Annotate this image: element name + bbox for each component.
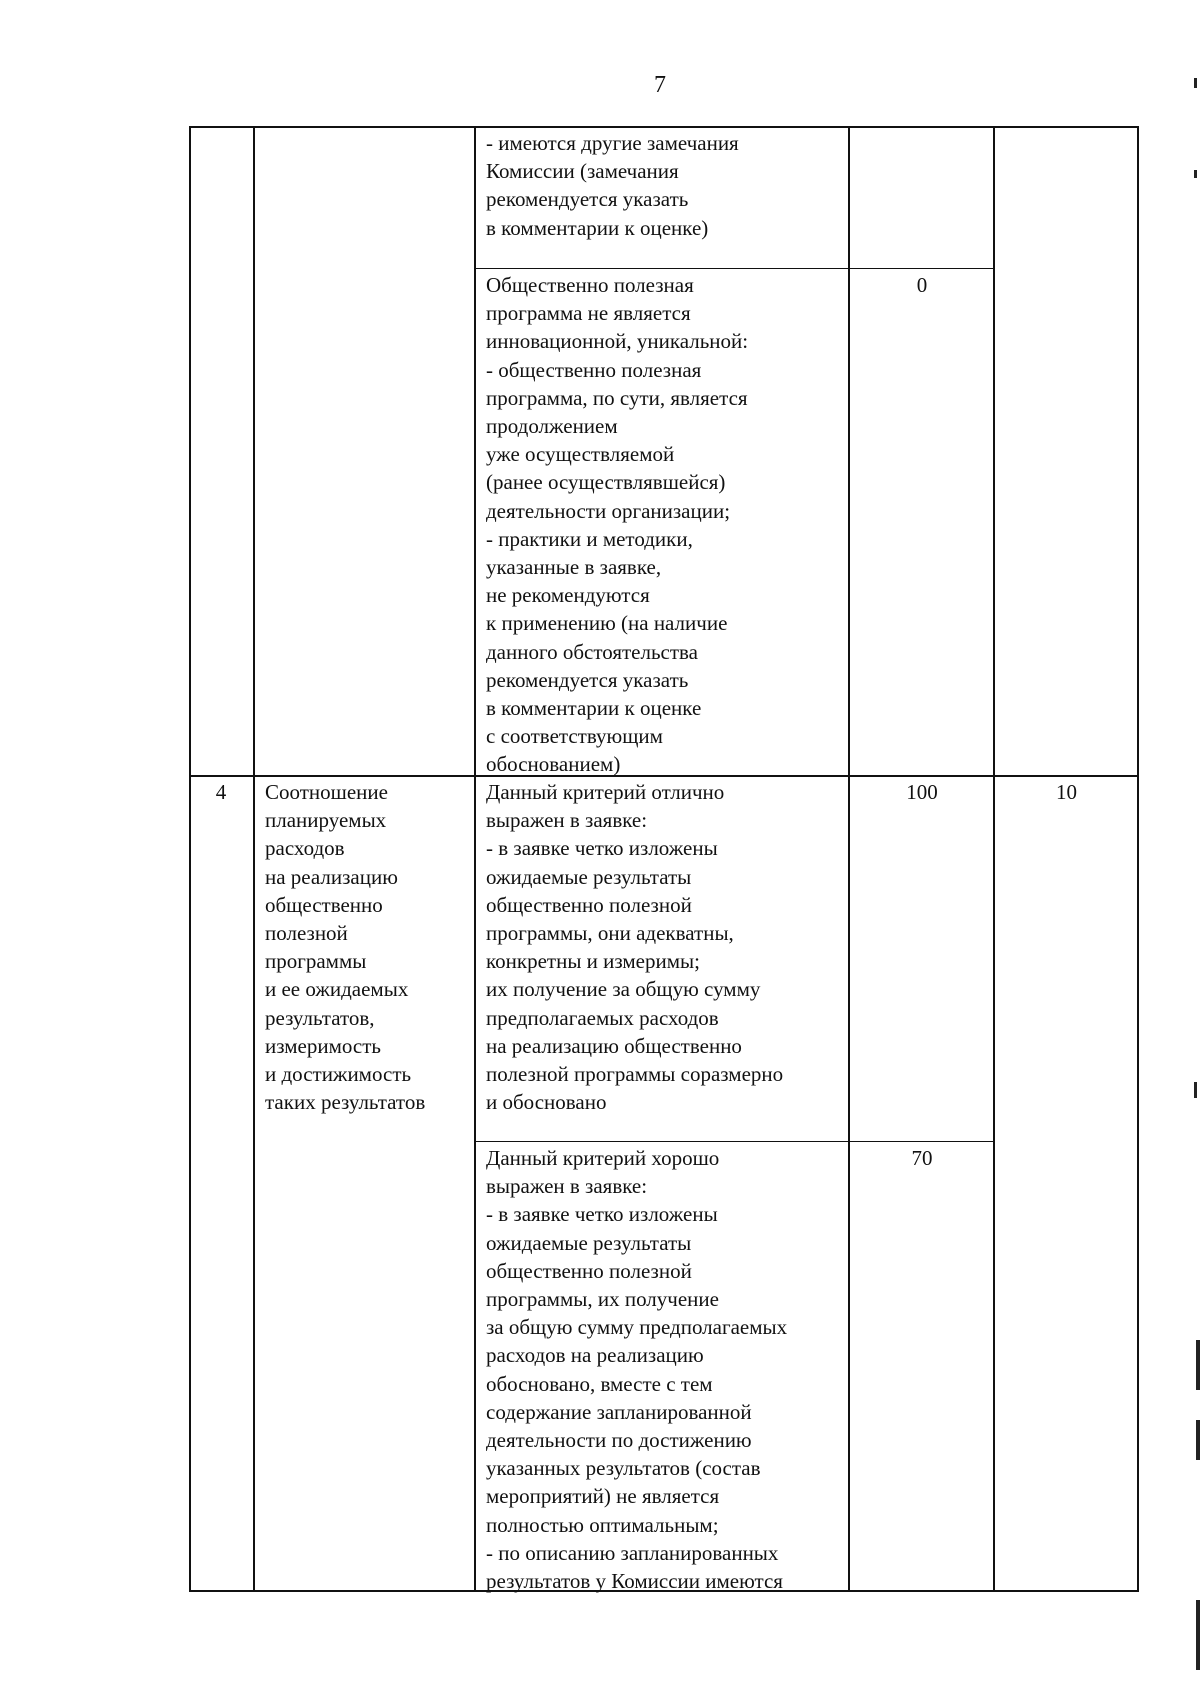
scan-edge-mark: [1196, 1600, 1200, 1670]
scan-edge-mark: [1196, 1420, 1200, 1460]
criterion-weight: 10: [1056, 780, 1077, 804]
table-border-left: [189, 126, 191, 1592]
criterion-number: 4: [215, 780, 227, 804]
row-divider-1: [474, 268, 995, 269]
table-border-right: [1137, 126, 1139, 1592]
criterion-level-1-score: 100: [906, 780, 938, 804]
table-border-top: [189, 126, 1139, 128]
continued-row-1-description: - имеются другие замечания Комиссии (замечания рекомендуется указать в комментарии к оценке): [486, 131, 739, 240]
continued-row-2-description: Общественно полезная программа не является инновационной, уникальной: - общественно полезная программа, по сути, является продолжением уже осуществляемой (ранее осуществлявшейся) деятельности организации; - практики и методики, указанные в заявке, не рекомендуются к применению (на наличие данного обстоятельства рекомендуется указать в комментарии к оценке с соответствующим обоснованием): [486, 273, 749, 777]
scan-edge-mark: [1194, 1082, 1197, 1098]
scan-edge-mark: [1194, 170, 1197, 178]
criterion-level-2-score: 70: [911, 1146, 933, 1170]
column-divider-4: [993, 126, 995, 1592]
continued-row-2-score: 0: [916, 273, 928, 297]
scan-edge-mark: [1196, 1340, 1200, 1390]
column-divider-3: [848, 126, 850, 1592]
scan-edge-mark: [1194, 78, 1197, 88]
page-number: 7: [654, 72, 666, 98]
row-divider-2: [474, 1141, 995, 1142]
column-divider-1: [253, 126, 255, 1592]
criterion-level-2-description: Данный критерий хорошо выражен в заявке: - в заявке четко изложены ожидаемые результаты общественно полезной программы, их получение за общую сумму предполагаемых расходов на реализацию обосновано, вместе с тем содержание запланированной деятельности по достижению указанных результатов (состав мероприятий) не является полностью оптимальным; - по описанию запланированных результатов у Комиссии имеются: [486, 1146, 788, 1594]
criterion-name: Соотношение планируемых расходов на реализацию общественно полезной программы и ее ожидаемых результатов, измеримость и достижимость таких результатов: [265, 780, 426, 1115]
criterion-level-1-description: Данный критерий отлично выражен в заявке: - в заявке четко изложены ожидаемые результаты общественно полезной программы, они адекватны, конкретны и измеримы; их получение за общую сумму предполагаемых расходов на реализацию общественно полезной программы соразмерно и обосновано: [486, 780, 784, 1115]
